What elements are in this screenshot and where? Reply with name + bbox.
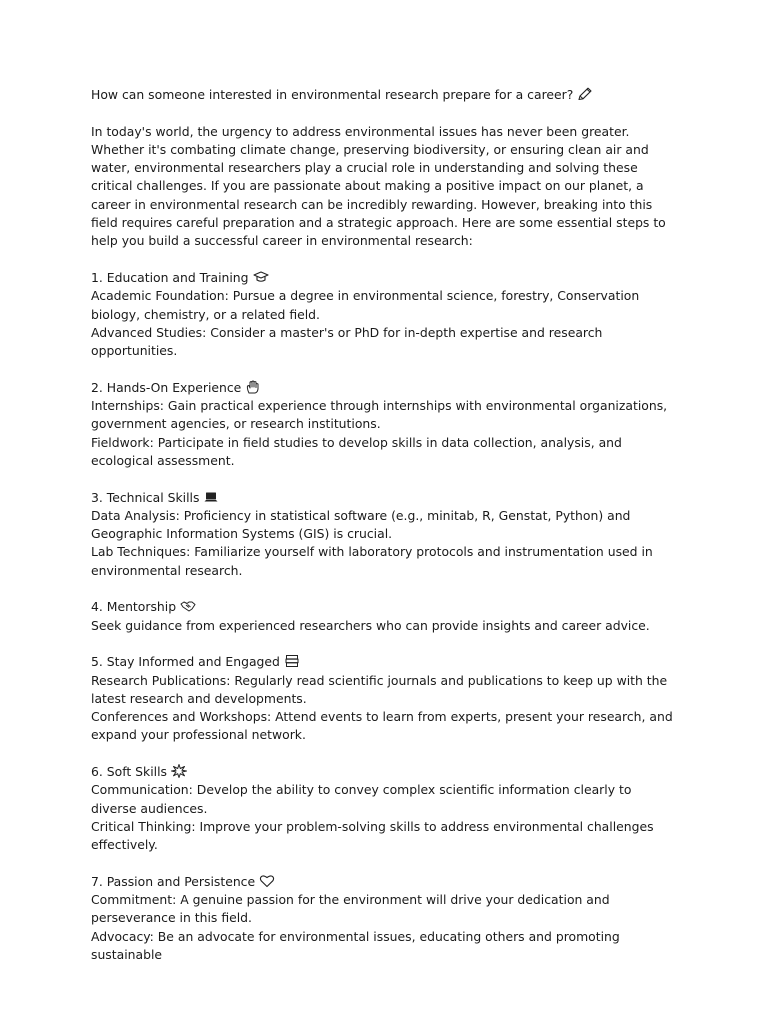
section-line: Advanced Studies: Consider a master's or PhD for in-depth expertise and research opportunities. [91, 324, 603, 359]
sparkles-icon [171, 764, 187, 778]
section-heading: 6. Soft Skills [91, 763, 678, 781]
section-line: Data Analysis: Proficiency in statistical software (e.g., minitab, R, Genstat, Python) and Geographic Information Systems (GIS) is crucial. [91, 507, 631, 542]
section-soft-skills [91, 763, 678, 854]
laptop-icon [203, 490, 219, 504]
section-heading: 5. Stay Informed and Engaged [91, 653, 678, 671]
books-icon [284, 654, 300, 668]
section-line: Commitment: A genuine passion for the environment will drive your dedication and perseverance in this field. [91, 892, 610, 926]
heart-icon [259, 874, 275, 888]
question-line [91, 86, 678, 104]
section-line: Lab Techniques: Familiarize yourself with laboratory protocols and instrumentation used in environmental research. [91, 544, 653, 578]
section-line: Seek guidance from experienced researchers who can provide insights and career advice. [91, 617, 650, 633]
section-technical [91, 489, 678, 580]
handshake-icon [180, 599, 196, 613]
pencil-icon [577, 87, 593, 101]
section-hands-on [91, 379, 678, 470]
section-line: Academic Foundation: Pursue a degree in environmental science, forestry, Conservation biology, chemistry, or a related field. [91, 288, 640, 322]
section-heading: 7. Passion and Persistence [91, 873, 678, 891]
section-heading: 1. Education and Training [91, 269, 678, 287]
intro-paragraph: In today's world, the urgency to address environmental issues has never been greater. Whether it's combating climate change, preserving biodiversity, or ensuring clean air and water, environmental researchers play a crucial role in understanding and solving these critical challenges. If you are passionate about making a positive impact on our planet, a career in environmental research can be incredibly rewarding. However, breaking into this field requires careful preparation and a strategic approach. Here are some essential steps to help you build a successful career in environmental research: [91, 123, 666, 249]
section-line: Communication: Develop the ability to convey complex scientific information clearly to diverse audiences. [91, 782, 632, 816]
section-line: Conferences and Workshops: Attend events to learn from experts, present your research, and expand your professional network. [91, 709, 673, 743]
section-line: Critical Thinking: Improve your problem-solving skills to address environmental challenges effectively. [91, 818, 654, 853]
section-heading: 2. Hands-On Experience [91, 379, 678, 397]
section-passion [91, 873, 678, 964]
section-education [91, 269, 678, 360]
section-line: Research Publications: Regularly read scientific journals and publications to keep up with the latest research and developments. [91, 672, 668, 706]
question-text: How can someone interested in environmental research prepare for a career? [91, 87, 574, 102]
section-heading: 3. Technical Skills [91, 489, 678, 507]
section-mentorship [91, 598, 678, 635]
section-line: Fieldwork: Participate in field studies to develop skills in data collection, analysis, and ecological assessment. [91, 434, 622, 468]
section-line: Advocacy: Be an advocate for environmental issues, educating others and promoting sustainable [91, 928, 620, 962]
graduation-cap-icon [253, 270, 269, 284]
hand-icon [245, 380, 261, 394]
section-heading: 4. Mentorship [91, 598, 678, 616]
section-line: Internships: Gain practical experience through internships with environmental organizations, government agencies, or research institutions. [91, 398, 668, 432]
section-stay-informed [91, 653, 678, 744]
